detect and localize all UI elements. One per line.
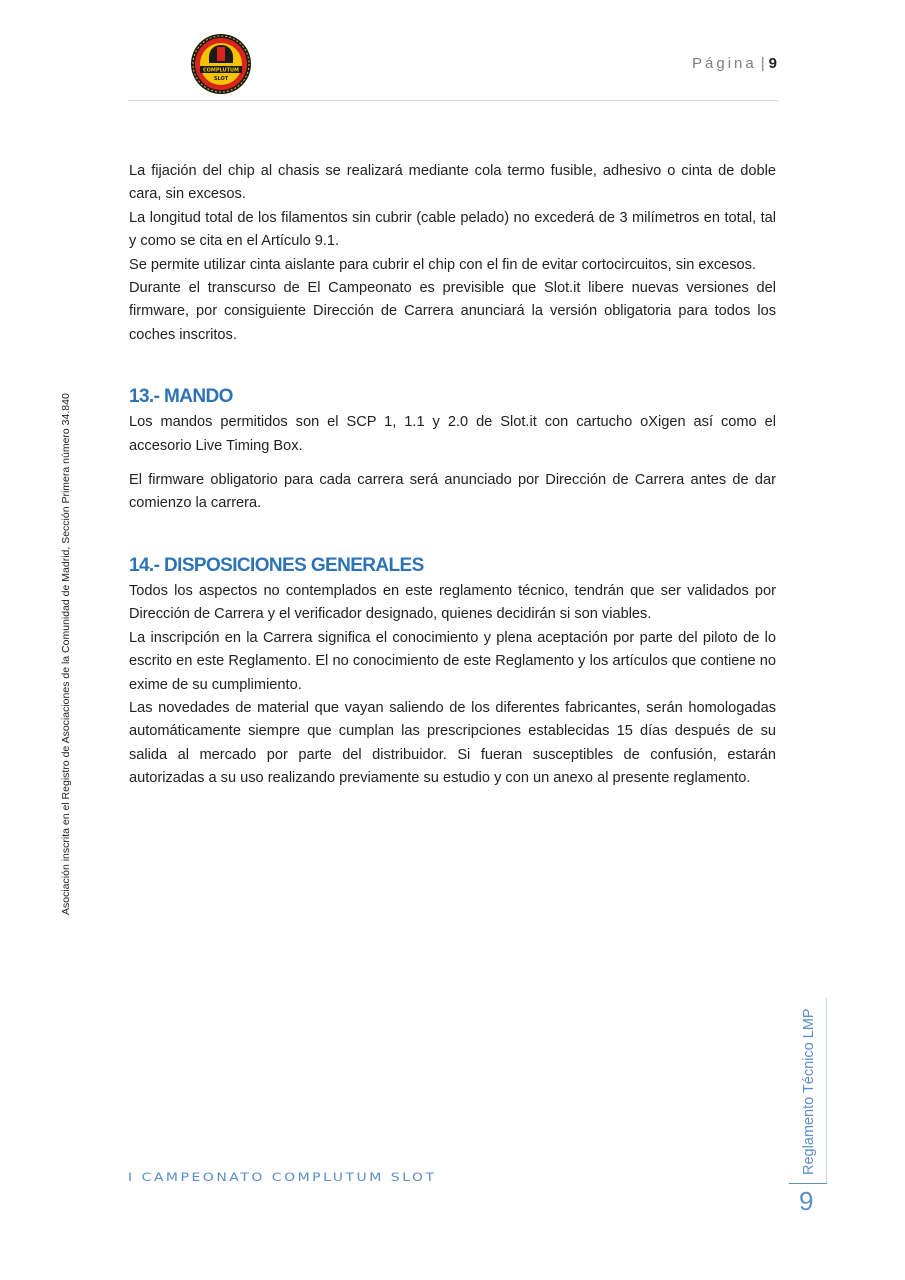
club-logo-icon — [190, 33, 252, 95]
paragraph: El firmware obligatorio para cada carrera será anunciado por Dirección de Carrera antes de dar comienzo la carrera. — [129, 472, 776, 512]
header-page-number: 9 — [768, 55, 777, 72]
championship-title: I CAMPEONATO COMPLUTUM SLOT — [128, 1171, 437, 1185]
paragraph: La inscripción en la Carrera significa el conocimiento y plena aceptación por parte del piloto de lo escrito en este Reglamento. El no conocimiento de este Reglamento y los artículos que contiene no exime de su cumplimiento. — [129, 629, 776, 693]
section-heading-mando: 13.- MANDO — [129, 386, 233, 408]
registry-note: Asociación inscrita en el Registro de Asociaciones de la Comunidad de Madrid, Sección Primera número 34.840 — [60, 393, 72, 915]
paragraph: Durante el transcurso de El Campeonato es previsible que Slot.it libere nuevas versiones del firmware, por consiguiente Dirección de Carrera anunciará la versión obligatoria para todos los coches inscritos. — [129, 280, 776, 343]
paragraph: Las novedades de material que vayan saliendo de los diferentes fabricantes, serán homologadas automáticamente siempre que cumplan las prescripciones establecidas 15 días después de su salida al mercado por parte del distribuidor. Si fueran susceptibles de confusión, estarán autorizadas a su uso realizando previamente su estudio y con un anexo al presente reglamento. — [129, 699, 776, 787]
document-title-vertical: Reglamento Técnico LMP — [801, 1008, 817, 1175]
paragraph: La fijación del chip al chasis se realizará mediante cola termo fusible, adhesivo o cinta de doble cara, sin excesos. — [129, 163, 776, 203]
header-divider — [128, 100, 778, 101]
logo-band-text: COMPLUTUM — [202, 67, 240, 74]
paragraph: Todos los aspectos no contemplados en este reglamento técnico, tendrán que ser validados por Dirección de Carrera y el verificador designado, quienes decidirán si son viables. — [129, 582, 776, 623]
paragraph: La longitud total de los filamentos sin cubrir (cable pelado) no excederá de 3 milímetros en total, tal y como se cita en el Artículo 9.1. — [129, 209, 776, 250]
page-label — [692, 55, 777, 72]
logo-top-text: SLOT — [213, 76, 229, 82]
paragraph: Se permite utilizar cinta aislante para cubrir el chip con el fin de evitar cortocircuitos, sin excesos. — [129, 256, 757, 273]
footer-vertical-divider — [826, 998, 827, 1184]
paragraph: Los mandos permitidos son el SCP 1, 1.1 y 2.0 de Slot.it con cartucho oXigen así como el accesorio Live Timing Box. — [129, 414, 776, 454]
footer-page-number: 9 — [799, 1186, 814, 1216]
footer-divider — [789, 1183, 827, 1184]
document-body — [129, 160, 776, 791]
section-heading-disposiciones: 14.- DISPOSICIONES GENERALES — [129, 554, 424, 576]
page-word: Página — [692, 55, 757, 72]
separator: | — [760, 55, 765, 72]
